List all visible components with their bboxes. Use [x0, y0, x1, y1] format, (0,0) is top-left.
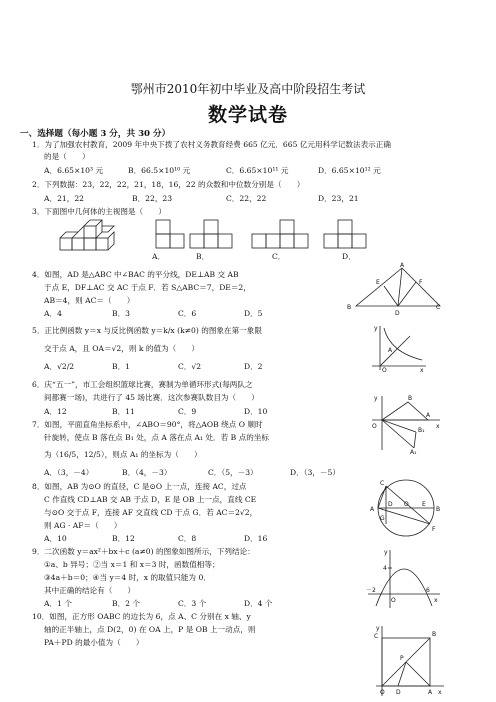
q2-stem: 2．下列数据：23，22，22，21，18，16，22 的众数和中位数分别是（ ） — [32, 180, 305, 189]
q7-label-b1: B₁ — [418, 427, 425, 434]
q5-option-d: D．2 — [244, 362, 263, 371]
q6-line-1: 6．庆“五一”，市工会组织篮球比赛，赛制为单循环形式(每两队之 — [32, 380, 253, 389]
q8-line-4: 则 AG · AF＝（ ） — [44, 521, 122, 530]
q7-line-2: 针旋转，使点 B 落在点 B₁ 处，点 A 落在点 A₁ 处．若 B 点的坐标 — [44, 433, 269, 442]
q9-parabola-graph — [366, 548, 442, 610]
q7-option-d: D．（3，－5） — [290, 468, 340, 477]
q8-circle-figure — [368, 476, 444, 540]
q8-option-c: C．8 — [178, 534, 197, 543]
q9-label-neg2: －2 — [366, 587, 376, 594]
q3-option-b: B． — [196, 252, 210, 261]
q10-line-2: 轴的正半轴上，点 D(2，0) 在 OA 上，P 是 OB 上一动点，则 — [44, 625, 256, 634]
q7-label-a1: A₁ — [410, 449, 417, 454]
q5-label-a: A — [388, 347, 393, 354]
q6-line-2: 间都赛一场)，共进行了 45 场比赛．这次参赛队数目为（ ） — [44, 393, 259, 402]
q8-option-a: A．10 — [44, 534, 67, 543]
q9-label-6: 6 — [426, 587, 430, 594]
q6-option-b: B．11 — [112, 407, 135, 416]
q7-rotation-figure — [366, 392, 442, 454]
q9-option-d: D．4 个 — [244, 599, 273, 608]
q9-option-a: A．1 个 — [44, 599, 72, 608]
q4-label-c: C — [436, 304, 441, 311]
q5-line-1: 5．正比例函数 y＝x 与反比例函数 y＝k/x (k≠0) 的图象在第一象限 — [32, 326, 262, 335]
q9-line-1: 9．二次函数 y＝ax²＋bx＋c (a≠0) 的图象如图所示，下列结论： — [32, 547, 255, 556]
q8-line-3: 与⊙O 交于点 F，连接 AF 交直线 CD 于点 G．若 AC＝2√2， — [44, 508, 258, 517]
q3-option-c: C． — [272, 252, 286, 261]
q5-graph — [368, 322, 428, 374]
q3-figures — [56, 218, 376, 264]
q8-label-f: F — [432, 526, 436, 533]
option-b-view — [190, 220, 232, 248]
q8-label-g: G — [380, 515, 385, 522]
q5-line-2: 交于点 A，且 OA＝√2，则 k 的值为（ ） — [44, 344, 200, 353]
q3-option-d: D． — [342, 252, 356, 261]
q4-option-d: D．5 — [244, 309, 263, 318]
q1-stem: 1．为了加强农村教育，2009 年中央下拨了农村义务教育经费 665 亿元．665 亿元用科学记数法表示正确 — [32, 140, 391, 149]
q9-label-y: y — [384, 549, 388, 556]
q4-label-d: D — [395, 310, 400, 317]
q5-label-y: y — [374, 325, 378, 332]
q5-option-a: A．√2/2 — [44, 362, 75, 371]
q1-option-b: B．66.5×10¹⁰ 元 — [128, 166, 191, 175]
q5-label-x: x — [420, 367, 424, 374]
q9-label-x: x — [434, 597, 438, 604]
q10-line-3: PA＋PD 的最小值为（ ） — [44, 638, 144, 647]
q2-option-c: C．22，22 — [226, 194, 267, 203]
option-c-view — [252, 220, 308, 248]
q1-option-d: D．6.65×10¹² 元 — [318, 166, 381, 175]
option-d-view — [324, 220, 366, 248]
q4-label-e: E — [376, 279, 380, 286]
q7-line-1: 7．如图，平面直角坐标系中，∠ABO＝90°，将△AOB 绕点 O 顺时 — [32, 420, 263, 429]
q9-label-4: 4 — [383, 565, 387, 572]
q7-label-a: A — [426, 412, 431, 419]
q4-label-a: A — [400, 262, 405, 269]
q8-label-c: C — [380, 480, 385, 487]
q7-option-c: C．（5，－3） — [208, 468, 258, 477]
q10-line-1: 10．如图，正方形 OABC 的边长为 6，点 A、C 分别在 x 轴、y — [32, 612, 251, 621]
q4-label-f: F — [419, 279, 423, 286]
q10-label-o: O — [380, 689, 385, 696]
q6-option-c: C．9 — [178, 407, 197, 416]
q8-label-b: B — [436, 506, 441, 513]
q10-label-c: C — [374, 633, 379, 640]
q8-label-a: A — [370, 506, 375, 513]
q8-option-b: B．12 — [112, 534, 135, 543]
q6-option-a: A．12 — [44, 407, 67, 416]
q3-option-a: A． — [152, 252, 166, 261]
exam-region-title: 鄂州市2010年初中毕业及高中阶段招生考试 — [130, 82, 366, 96]
q2-option-a: A．21，22 — [44, 194, 84, 203]
q5-label-o: O — [382, 367, 387, 374]
q4-line-2: 于点 E，DF⊥AC 交 AC 于点 F．若 S△ABC＝7，DE＝2， — [44, 283, 251, 292]
q10-label-a: A — [428, 689, 433, 696]
q8-label-d: D — [388, 501, 393, 508]
q7-line-3: 为（16/5，12/5），则点 A₁ 的坐标为（ ） — [44, 450, 202, 459]
q4-option-c: C．6 — [178, 309, 197, 318]
section-heading: 一、选择题（每小题 3 分，共 30 分） — [20, 129, 171, 139]
q9-line-3: ③4a＋b＝0；④当 y＝4 时，x 的取值只能为 0． — [44, 573, 211, 582]
q8-option-d: D．16 — [244, 534, 268, 543]
q4-label-b: B — [347, 304, 352, 311]
q9-option-b: B．2 个 — [112, 599, 141, 608]
q7-label-x: x — [436, 423, 440, 430]
q10-label-y: y — [376, 625, 380, 632]
q5-option-c: C．√2 — [178, 362, 202, 371]
q3-stem: 3．下面图中几何体的主视图是（ ） — [32, 207, 166, 216]
q2-option-b: B．22，23 — [132, 194, 173, 203]
q9-option-c: C．3 个 — [178, 599, 207, 608]
q7-option-a: A．（3，－4） — [44, 468, 94, 477]
q6-option-d: D．10 — [244, 407, 268, 416]
q10-label-b: B — [432, 631, 437, 638]
solid-figure — [60, 220, 114, 250]
q10-label-d: D — [396, 689, 401, 696]
q4-line-3: AB＝4，则 AC＝（ ） — [44, 296, 135, 305]
q9-line-2: ①a、b 异号；②当 x＝1 和 x＝3 时，函数值相等； — [44, 560, 220, 569]
q4-line-1: 4．如图，AD 是△ABC 中∠BAC 的平分线，DE⊥AB 交 AB — [32, 270, 239, 279]
q4-triangle-figure — [344, 262, 444, 318]
q8-label-o: O — [404, 501, 409, 508]
q9-line-4: 其中正确的结论有（ ） — [44, 586, 136, 595]
option-a-view — [156, 220, 184, 248]
q8-line-1: 8．如图，AB 为⊙O 的直径，C 是⊙O 上一点，连接 AC，过点 — [32, 482, 247, 491]
q10-square-figure — [370, 624, 446, 698]
exam-subject-title: 数学试卷 — [207, 104, 288, 126]
q5-option-b: B．1 — [112, 362, 131, 371]
q4-option-b: B．3 — [112, 309, 131, 318]
q4-option-a: A．4 — [44, 309, 62, 318]
q7-label-b: B — [408, 395, 413, 402]
q2-option-d: D．23，21 — [318, 194, 359, 203]
q10-label-p: P — [400, 655, 404, 662]
q7-label-o: O — [372, 423, 377, 430]
q7-option-b: B．（4，－3） — [122, 468, 172, 477]
q8-line-2: C 作直线 CD⊥AB 交 AB 于点 D，E 是 OB 上一点，直线 CE — [44, 495, 257, 504]
q1-stem-cont: 的是（ ） — [44, 152, 90, 161]
q9-label-o: O — [391, 597, 396, 604]
q7-label-y: y — [374, 395, 378, 402]
q10-label-x: x — [438, 689, 442, 696]
q1-option-a: A．6.65×10³ 元 — [44, 166, 104, 175]
q1-option-c: C．6.65×10¹¹ 元 — [226, 166, 289, 175]
q8-label-e: E — [422, 501, 426, 508]
